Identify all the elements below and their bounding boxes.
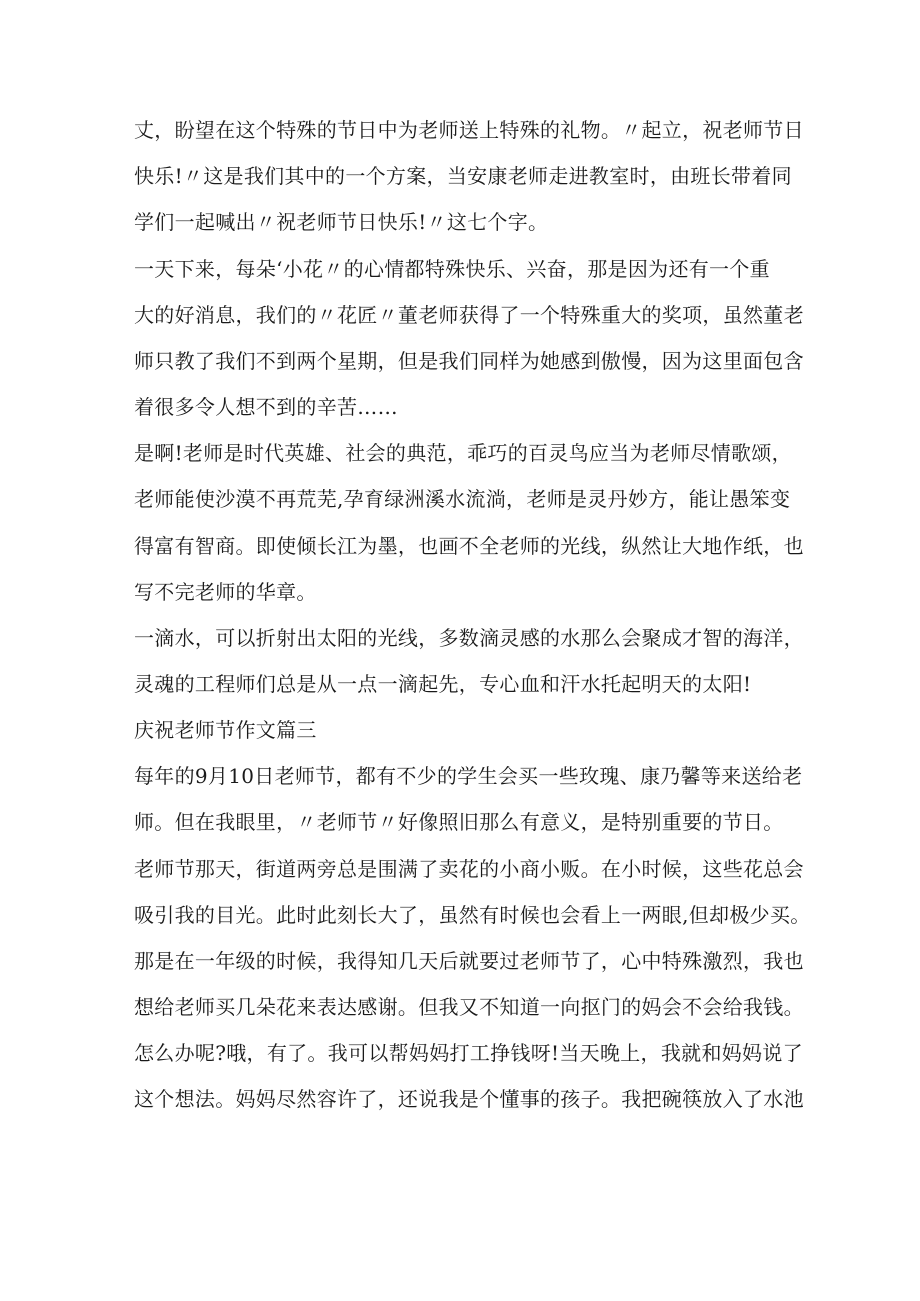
text-line: 学们一起喊出〃祝老师节日快乐!〃这七个字。 xyxy=(134,210,549,234)
text-line: 每年的9月10日老师节，都有不少的学生会买一些玫瑰、康乃馨等来送给老 xyxy=(134,764,803,788)
text-line: 一滴水，可以折射出太阳的光线，多数滴灵感的水那么会聚成才智的海洋， xyxy=(134,626,804,650)
text-line: 老师节那天，街道两旁总是围满了卖花的小商小贩。在小时候，这些花总会 xyxy=(134,857,804,881)
text-line: 一天下来，每朵‘小花〃的心情都特殊快乐、兴奋，那是因为还有一个重 xyxy=(134,257,770,281)
text-line: 那是在一年级的时候，我得知几天后就要过老师节了，心中特殊激烈，我也 xyxy=(134,949,804,973)
text-line: 得富有智商。即使倾长江为墨，也画不全老师的光线，纵然让大地作纸，也 xyxy=(134,534,804,558)
text-line: 大的好消息，我们的〃花匠〃董老师获得了一个特殊重大的奖项，虽然董老 xyxy=(134,303,804,327)
text-line: 师只教了我们不到两个星期，但是我们同样为她感到傲慢，因为这里面包含 xyxy=(134,349,804,373)
text-line: 这个想法。妈妈尽然容许了，还说我是个懂事的孩子。我把碗筷放入了水池 xyxy=(134,1087,804,1111)
text-line: 灵魂的工程师们总是从一点一滴起先，专心血和汗水托起明天的太阳! xyxy=(134,672,752,696)
text-line: 丈，盼望在这个特殊的节日中为老师送上特殊的礼物。〃起立，祝老师节日 xyxy=(134,118,804,142)
text-line: 快乐!〃这是我们其中的一个方案，当安康老师走进教室时，由班长带着同 xyxy=(134,164,792,188)
text-line: 着很多令人想不到的辛苦…… xyxy=(134,395,398,419)
text-line: 是啊!老师是时代英雄、社会的典范，乖巧的百灵鸟应当为老师尽情歌颂， xyxy=(134,441,792,465)
section-heading: 庆祝老师节作文篇三 xyxy=(134,718,317,742)
document-body xyxy=(134,113,811,1117)
text-line: 师。但在我眼里，〃老师节〃好像照旧那么有意义，是特别重要的节日。 xyxy=(134,810,784,834)
text-line: 老师能使沙漠不再荒芜,孕育绿洲溪水流淌，老师是灵丹妙方，能让愚笨变 xyxy=(134,487,791,511)
text-line: 想给老师买几朵花来表达感谢。但我又不知道一向抠门的妈会不会给我钱。 xyxy=(134,995,804,1019)
text-line: 吸引我的目光。此时此刻长大了，虽然有时候也会看上一两眼,但却极少买。 xyxy=(134,903,811,927)
text-line: 写不完老师的华章。 xyxy=(134,580,317,604)
text-line: 怎么办呢?哦，有了。我可以帮妈妈打工挣钱呀!当天晚上，我就和妈妈说了 xyxy=(134,1041,803,1065)
